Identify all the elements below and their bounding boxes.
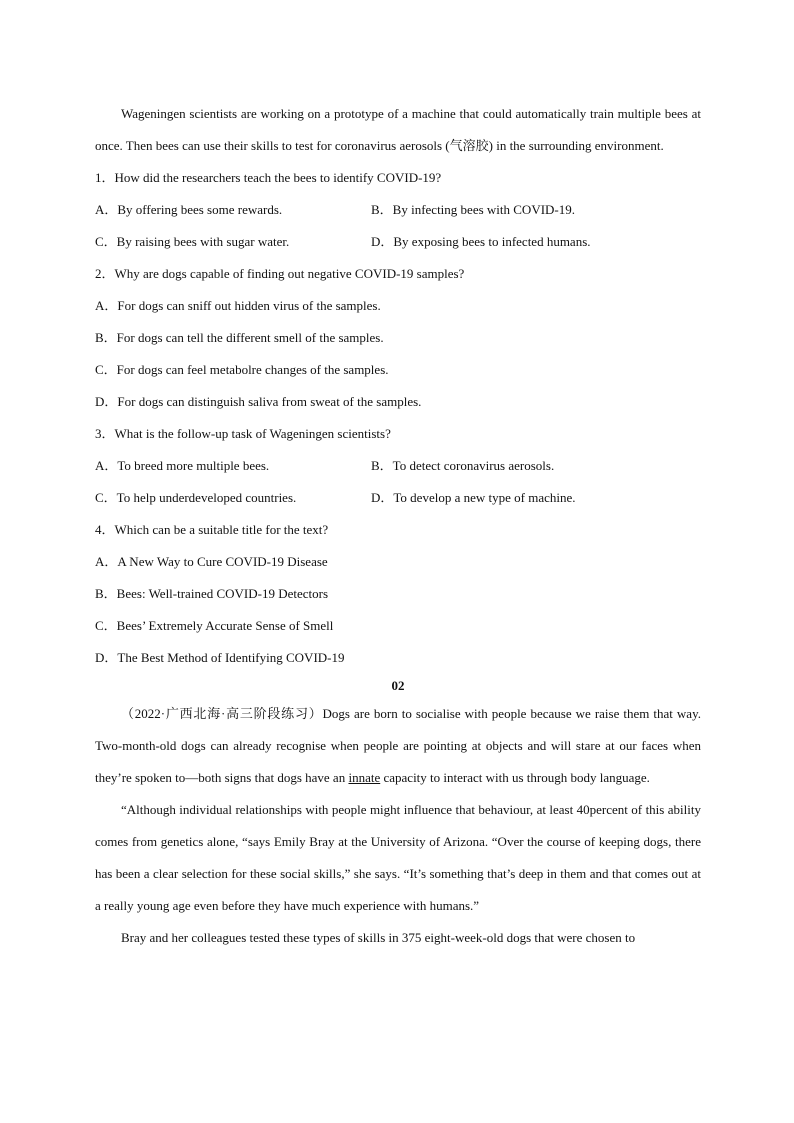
question-2-option-b: B．For dogs can tell the different smell of the samples. [95, 330, 384, 345]
question-3-option-b: B．To detect coronavirus aerosols. [371, 458, 555, 473]
question-3-stem: 3．What is the follow-up task of Wageningen scientists? [95, 426, 391, 441]
passage-2-paragraph-2: “Although individual relationships with people might influence that behaviour, at least 40percent of this ability comes from genetics alone, “says Emily Bray at the University of Arizona. “Over the course of keeping dogs, there has been a clear selection for these social skills,” she says. “It’s something that’s deep in them and that comes out at a really young age even before they have much experience with humans.” [95, 802, 701, 913]
question-1-option-d: D．By exposing bees to infected humans. [371, 234, 591, 249]
question-1-stem: 1．How did the researchers teach the bees to identify COVID-19? [95, 170, 442, 185]
passage-2-paragraph-1 [95, 698, 701, 794]
question-1-options-row-2 [95, 226, 701, 258]
question-4-stem: 4．Which can be a suitable title for the text? [95, 522, 329, 537]
document-content [95, 98, 701, 954]
question-4-option-d: D．The Best Method of Identifying COVID-19 [95, 650, 345, 665]
question-4-option-b: B．Bees: Well-trained COVID-19 Detectors [95, 586, 329, 601]
section-number: 02 [391, 678, 405, 693]
passage-2-paragraph-3: Bray and her colleagues tested these types of skills in 375 eight-week-old dogs that were chosen to [121, 930, 636, 945]
question-4-option-a: A．A New Way to Cure COVID-19 Disease [95, 554, 328, 569]
question-3-option-d: D．To develop a new type of machine. [371, 490, 576, 505]
question-1-options-row-1 [95, 194, 701, 226]
question-2-option-d: D．For dogs can distinguish saliva from sweat of the samples. [95, 394, 422, 409]
question-3-option-c: C．To help underdeveloped countries. [95, 490, 297, 505]
question-3-options-row-2 [95, 482, 701, 514]
question-2-option-a: A．For dogs can sniff out hidden virus of the samples. [95, 298, 381, 313]
question-3-options-row-1 [95, 450, 701, 482]
question-1-option-a: A．By offering bees some rewards. [95, 202, 283, 217]
passage-2-paragraph-1-start: （2022·广西北海·高三阶段练习）Dogs are born to socialise with people because we raise them that way. Two-month-old dogs can already recognise when people are pointing at objects and will stare at our faces when they’re spoken to—both signs that dogs have an [95, 706, 701, 785]
question-1-option-c: C．By raising bees with sugar water. [95, 234, 290, 249]
passage-2-paragraph-1-end: capacity to interact with us through body language. [380, 770, 650, 785]
question-4-option-c: C．Bees’ Extremely Accurate Sense of Smell [95, 618, 334, 633]
question-1-option-b: B．By infecting bees with COVID-19. [371, 202, 576, 217]
question-3-option-a: A．To breed more multiple bees. [95, 458, 270, 473]
question-2-stem: 2．Why are dogs capable of finding out negative COVID-19 samples? [95, 266, 465, 281]
question-2-option-c: C．For dogs can feel metabolre changes of the samples. [95, 362, 389, 377]
passage-paragraph: Wageningen scientists are working on a prototype of a machine that could automatically train multiple bees at once. Then bees can use their skills to test for coronavirus aerosols (气溶胶) in the surrounding environment. [95, 106, 701, 153]
underlined-word: innate [348, 770, 381, 785]
